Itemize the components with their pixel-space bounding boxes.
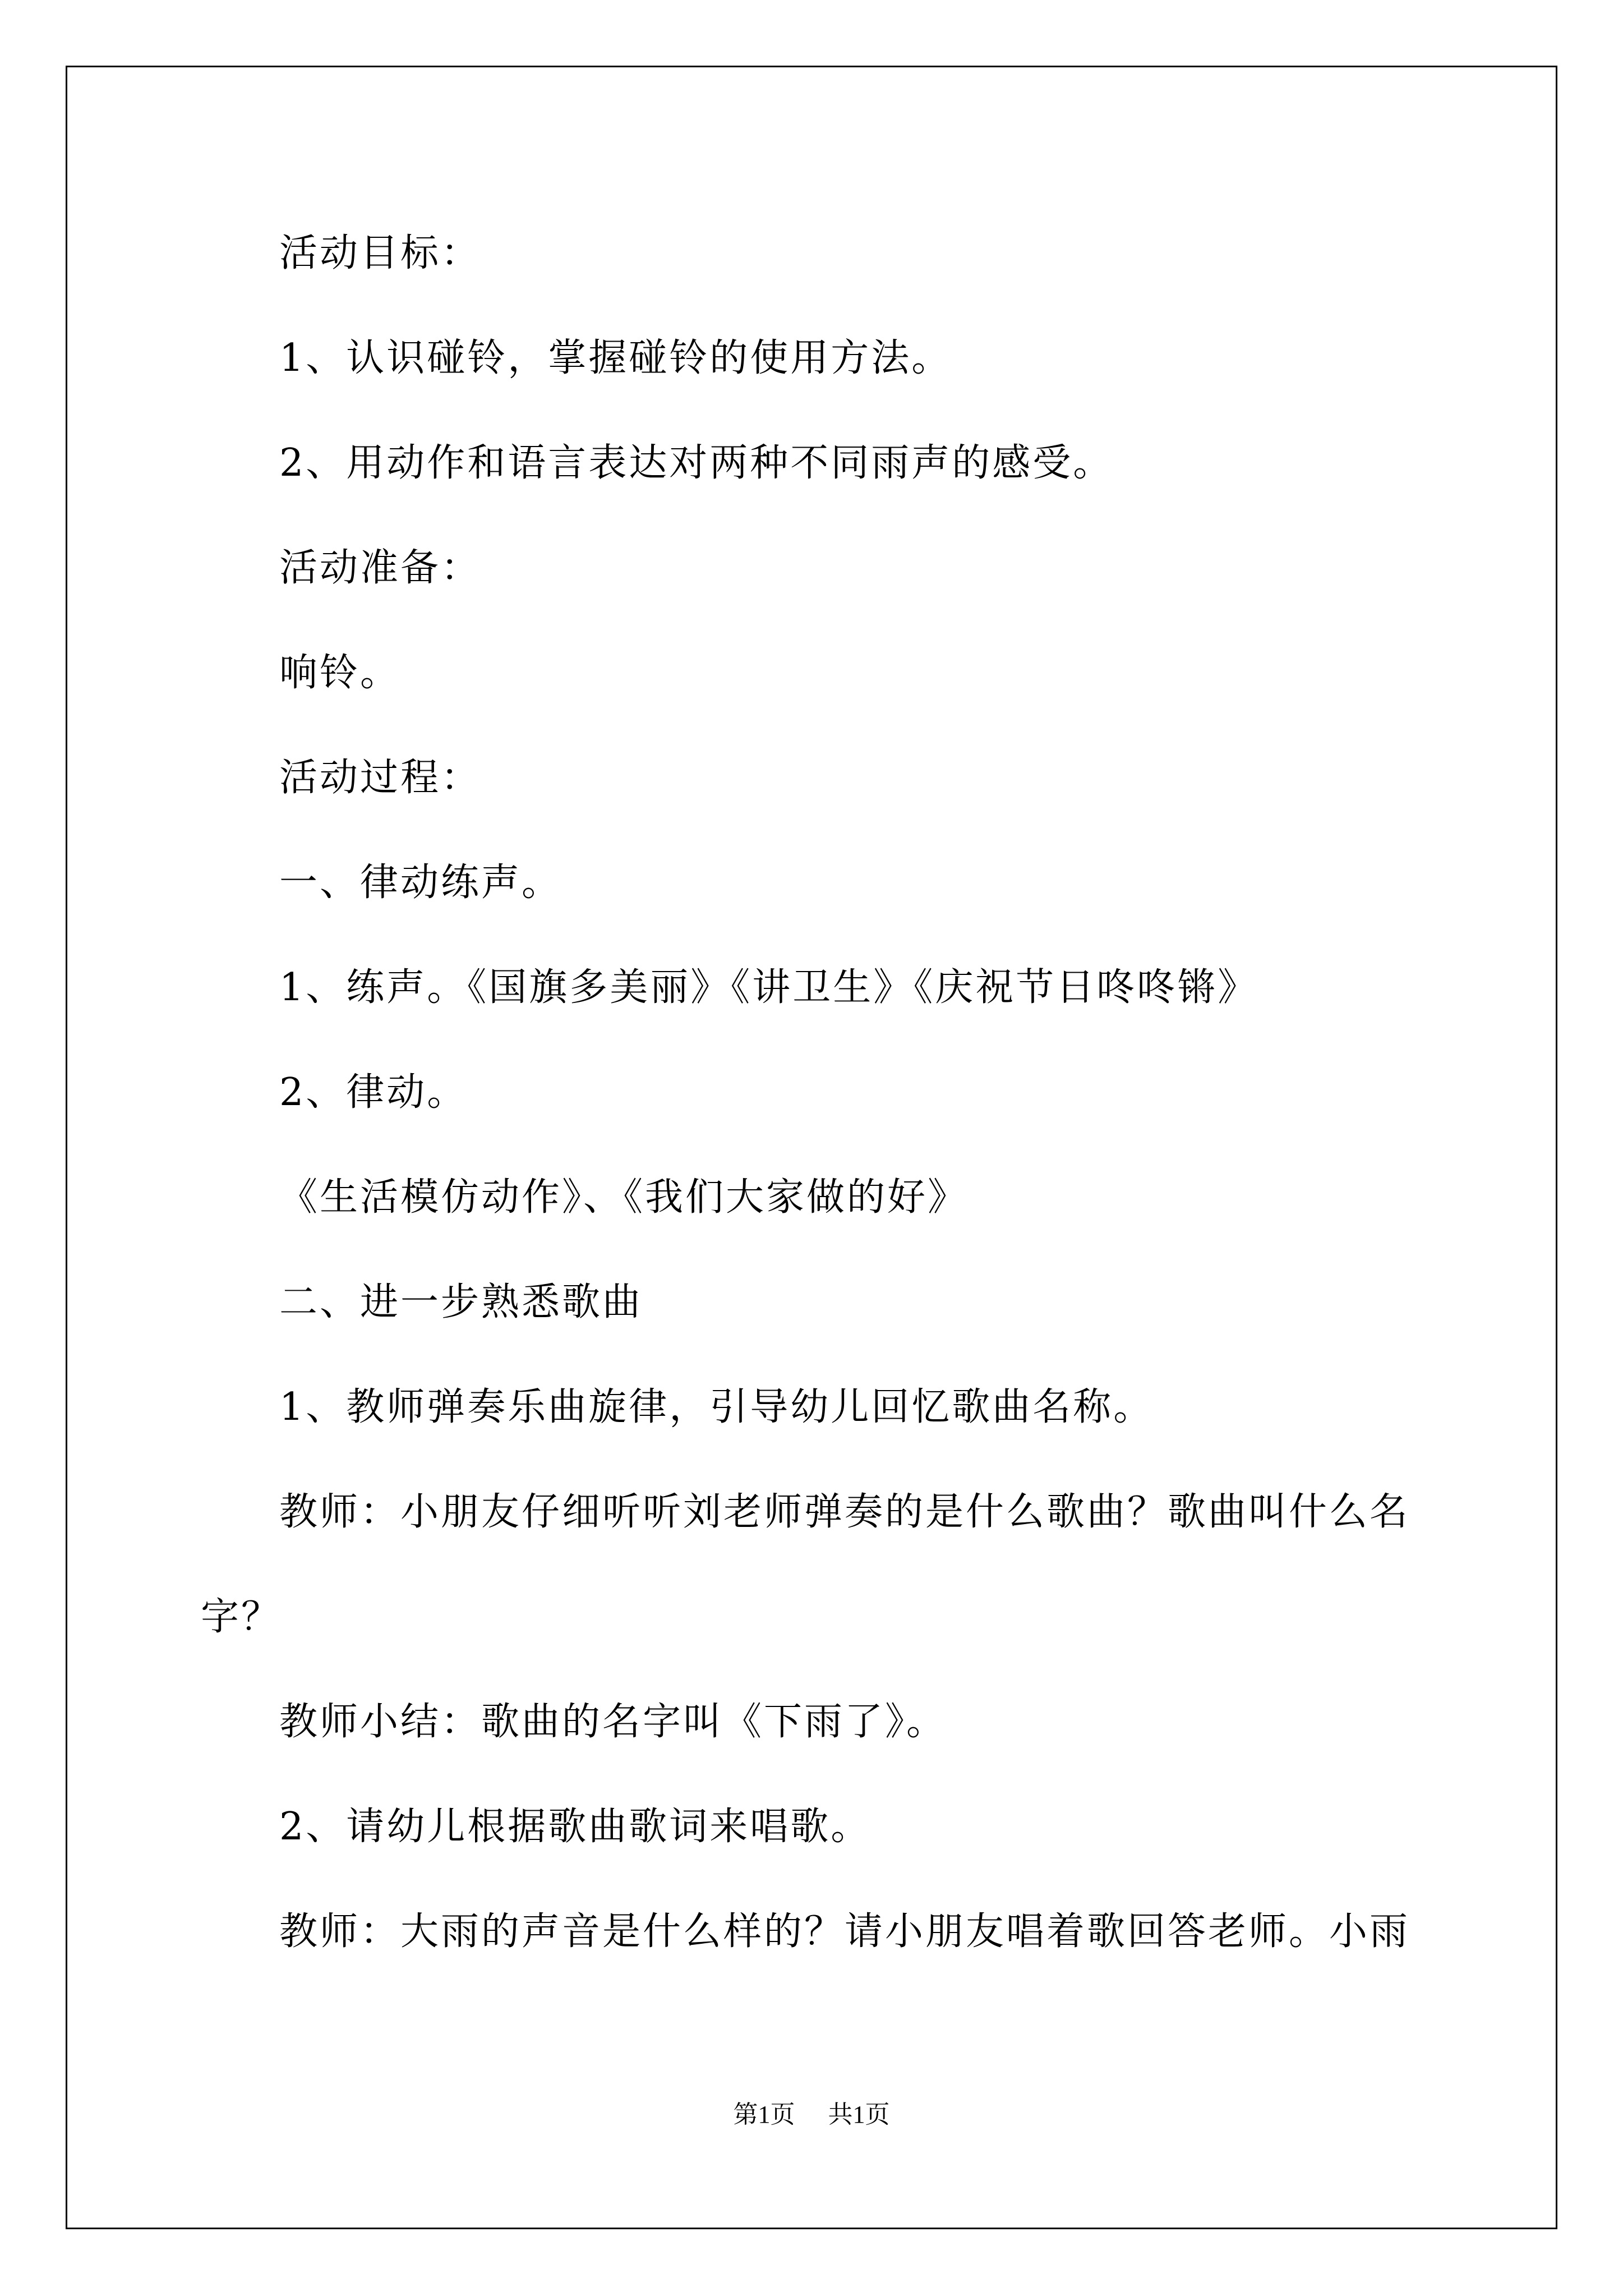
paragraph-teacher-question-continued: 字？: [201, 1595, 282, 1639]
paragraph-section-1-heading: 一、律动练声。: [279, 861, 562, 905]
paragraph-teacher-instruction: 教师：大雨的声音是什么样的？请小朋友唱着歌回答老师。小雨: [279, 1910, 1410, 1954]
paragraph-step-2-1: 1、教师弹奏乐曲旋律，引导幼儿回忆歌曲名称。: [279, 1385, 1154, 1429]
paragraph-teacher-summary: 教师小结：歌曲的名字叫《下雨了》。: [279, 1700, 947, 1744]
paragraph-step-1-1: 1、练声。《国旗多美丽》《讲卫生》《庆祝节日咚咚锵》: [279, 965, 1258, 1010]
paragraph-step-1-2: 2、律动。: [279, 1070, 468, 1115]
paragraph-step-2-2: 2、请幼儿根据歌曲歌词来唱歌。: [279, 1805, 872, 1849]
paragraph-movement-songs: 《生活模仿动作》、《我们大家做的好》: [279, 1175, 969, 1220]
page-total: 共1页: [828, 2101, 890, 2128]
paragraph-goal-1: 1、认识碰铃，掌握碰铃的使用方法。: [279, 336, 952, 380]
paragraph-goal-2: 2、用动作和语言表达对两种不同雨声的感受。: [279, 441, 1114, 485]
paragraph-section-2-heading: 二、进一步熟悉歌曲: [279, 1280, 643, 1324]
page-border: [66, 66, 1557, 2229]
paragraph-process-heading: 活动过程：: [279, 756, 482, 800]
paragraph-preparation-heading: 活动准备：: [279, 546, 482, 590]
page-footer: [0, 2094, 1623, 2130]
page-number: 第1页: [733, 2101, 795, 2128]
paragraph-teacher-question: 教师：小朋友仔细听听刘老师弹奏的是什么歌曲？歌曲叫什么名: [279, 1490, 1410, 1534]
paragraph-activity-goals-heading: 活动目标：: [279, 231, 482, 275]
paragraph-preparation-item: 响铃。: [279, 651, 401, 695]
